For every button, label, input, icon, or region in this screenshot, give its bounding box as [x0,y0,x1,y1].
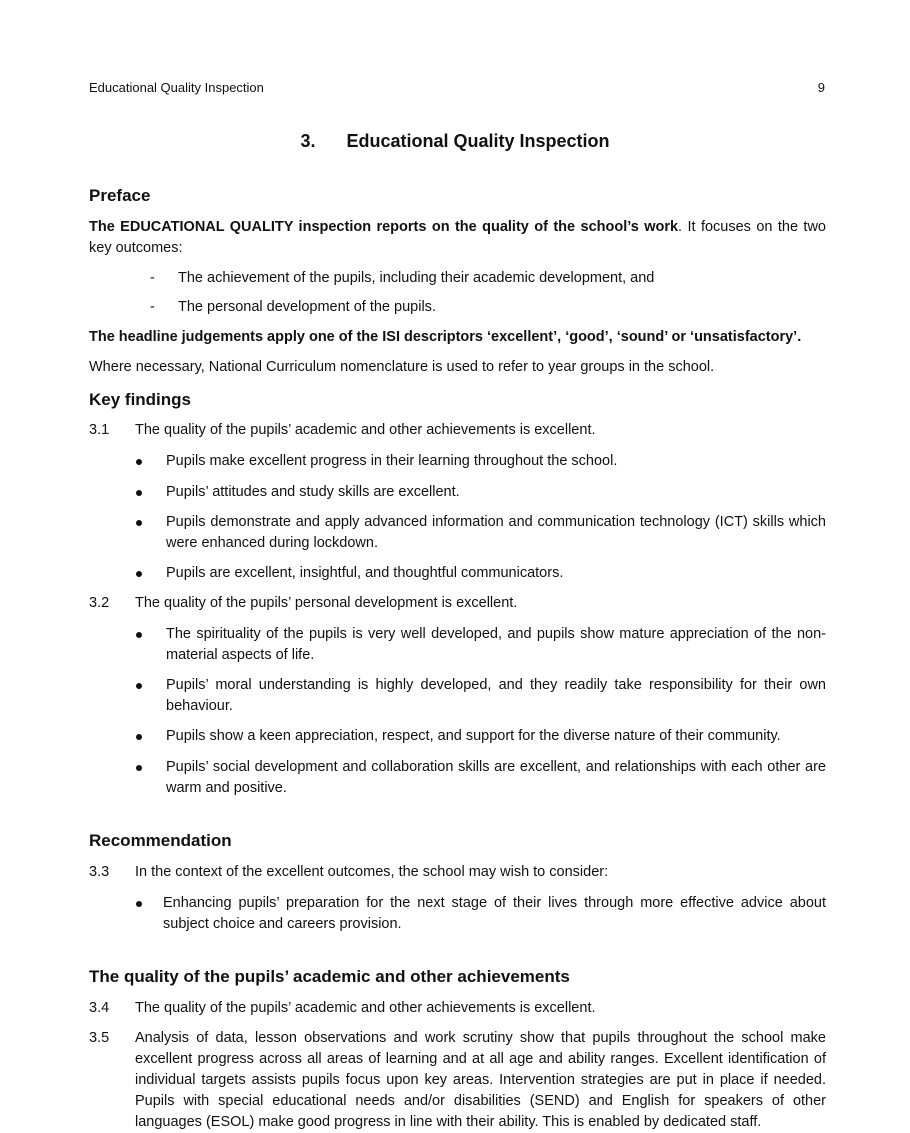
outcome-text: The personal development of the pupils. [178,299,436,315]
bullet-marker [136,459,142,465]
section-title-text: Educational Quality Inspection [346,131,610,151]
achievements-heading: The quality of the pupils’ academic and other achievements [89,967,570,986]
preface-heading: Preface [89,186,151,205]
bullet-text: Pupils’ social development and collaboration skills are excellent, and relationships with each other are warm and positive. [166,759,826,796]
headline-note: The headline judgements apply one of the ISI descriptors ‘excellent’, ‘good’, ‘sound’ or ‘unsatisfactory’. [89,329,802,345]
bullet-text: The spirituality of the pupils is very well developed, and pupils show mature appreciation of the non-material aspects of life. [166,626,826,663]
bullet-marker [136,734,142,740]
section-title [0,128,910,154]
bullet-marker [136,632,142,638]
bullet-marker [136,490,142,496]
page-number: 9 [817,80,825,95]
section-number: 3. [300,131,316,151]
finding-number: 3.1 [89,422,110,438]
bullet-text: Pupils make excellent progress in their learning throughout the school. [166,453,618,469]
bullet-marker [136,683,142,689]
nomenclature-note: Where necessary, National Curriculum nomenclature is used to refer to year groups in the school. [89,359,715,375]
dash-marker: - [150,299,155,315]
achievement-number: 3.4 [89,1000,110,1016]
recommendation-text: In the context of the excellent outcomes, the school may wish to consider: [135,864,609,880]
preface-intro [89,217,826,259]
finding-number: 3.2 [89,595,110,611]
bullet-text: Pupils are excellent, insightful, and thoughtful communicators. [166,565,564,581]
achievement-text: Analysis of data, lesson observations and work scrutiny show that pupils throughout the school make excellent progress across all areas of learning and at all age and ability ranges. Excellent identification of individual targets assists pupils focus upon key areas. Intervention strategies are put in place if needed. Pupils with special educational needs and/or disabilities (SEND) and English for speakers of other languages (ESOL) make good progress in line with their ability. This is enabled by dedicated staff. [135,1030,826,1130]
finding-text: The quality of the pupils’ personal development is excellent. [135,595,518,611]
bullet-marker [136,765,142,771]
preface-intro-rest: . It focuses on the two key outcomes: [89,219,826,256]
bullet-text: Pupils demonstrate and apply advanced information and communication technology (ICT) skills which were enhanced during lockdown. [166,514,826,551]
bullet-text: Enhancing pupils’ preparation for the next stage of their lives through more effective advice about subject choice and careers provision. [163,895,826,932]
preface-intro-bold: The EDUCATIONAL QUALITY inspection reports on the quality of the school’s work [89,219,679,235]
outcome-text: The achievement of the pupils, including their academic development, and [178,270,655,286]
bullet-marker [136,520,142,526]
dash-marker: - [150,270,155,286]
recommendation-heading: Recommendation [89,831,232,850]
key-findings-heading: Key findings [89,390,192,409]
bullet-marker [136,571,142,577]
bullet-marker [136,901,142,907]
recommendation-number: 3.3 [89,864,110,880]
bullet-text: Pupils show a keen appreciation, respect, and support for the diverse nature of their community. [166,728,781,744]
running-header-title: Educational Quality Inspection [89,80,264,95]
bullet-text: Pupils’ attitudes and study skills are excellent. [166,484,460,500]
finding-text: The quality of the pupils’ academic and other achievements is excellent. [135,422,596,438]
achievement-text: The quality of the pupils’ academic and other achievements is excellent. [135,1000,596,1016]
achievement-number: 3.5 [89,1030,110,1046]
bullet-text: Pupils’ moral understanding is highly developed, and they readily take responsibility for their own behaviour. [166,677,826,714]
